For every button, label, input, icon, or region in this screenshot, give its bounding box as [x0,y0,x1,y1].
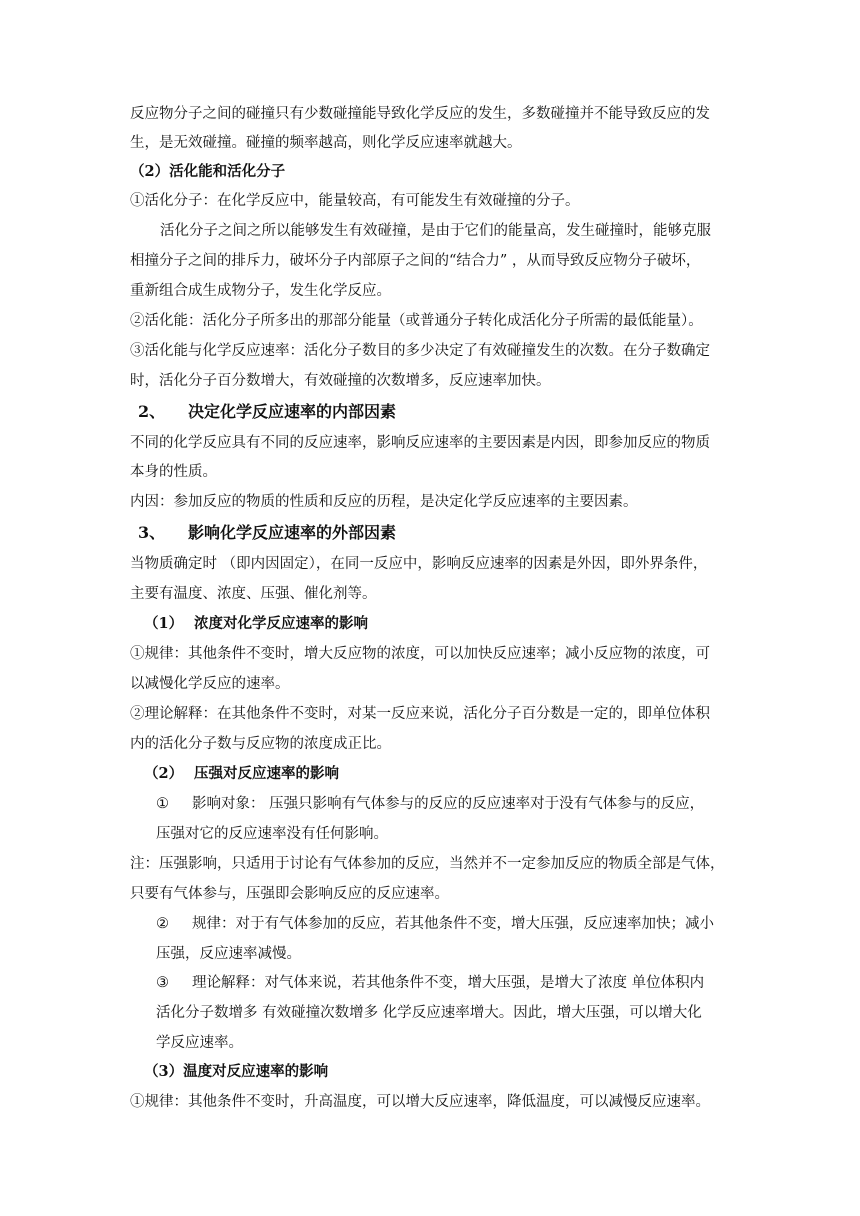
paragraph-line: 活化分子之间之所以能够发生有效碰撞，是由于它们的能量高，发生碰撞时，能够克服 [160,223,711,239]
heading-title: 浓度对化学反应速率的影响 [194,615,368,632]
paragraph-line: 重新组合成生成物分子，发生化学反应。 [130,283,391,299]
paragraph-line: 当物质确定时 （即内因固定），在同一反应中，影响反应速率的因素是外因，即外界条件， [130,556,708,572]
paragraph-line: ①规律：其他条件不变时，升高温度，可以增大反应速率，降低温度，可以减慢反应速率。 [130,1094,710,1110]
item-text: 影响对象： 压强只影响有气体参与的反应的反应速率对于没有气体参与的反应， [192,796,705,812]
paragraph-line: 内因：参加反应的物质的性质和反应的历程，是决定化学反应速率的主要因素。 [130,494,638,510]
paragraph-line: 学反应速率。 [156,1035,243,1051]
heading-title: 影响化学反应速率的外部因素 [188,523,397,542]
heading-title: 压强对反应速率的影响 [194,765,339,782]
subsection-heading-pressure [144,764,746,784]
heading-title: 决定化学反应速率的内部因素 [188,402,397,421]
item-marker: ② [156,916,169,932]
paragraph-line: 活化分子数增多 有效碰撞次数增多 化学反应速率增大。因此，增大压强，可以增大化 [156,1005,702,1021]
paragraph-line: 压强，反应速率减慢。 [156,946,301,962]
paragraph-line: 反应物分子之间的碰撞只有少数碰撞能导致化学反应的发生，多数碰撞并不能导致反应的发 [130,106,710,122]
heading-number: 2、 [138,402,166,421]
subsection-heading-temperature: （3）温度对反应速率的影响 [144,1063,329,1080]
numbered-item-2 [156,914,732,934]
paragraph-line: 只要有气体参与，压强即会影响反应的反应速率。 [130,886,449,902]
item-marker: ③ [156,975,169,991]
section-heading-activation: （2）活化能和活化分子 [130,163,286,180]
paragraph-line: 注：压强影响，只适用于讨论有气体参加的反应，当然并不一定参加反应的物质全部是气体， [130,856,725,872]
paragraph-line: 本身的性质。 [130,464,217,480]
paragraph-line: ②理论解释：在其他条件不变时，对某一反应来说，活化分子百分数是一定的，即单位体积 [130,706,710,722]
paragraph-line: 压强对它的反应速率没有任何影响。 [156,826,388,842]
heading-number: （1） [144,615,184,632]
paragraph-line: 以减慢化学反应的速率。 [130,676,290,692]
paragraph-line: 时，活化分子百分数增大，有效碰撞的次数增多，反应速率加快。 [130,373,551,389]
paragraph-line: ③活化能与化学反应速率：活化分子数目的多少决定了有效碰撞发生的次数。在分子数确定 [130,343,710,359]
paragraph-line: ①活化分子：在化学反应中，能量较高，有可能发生有效碰撞的分子。 [130,193,580,209]
paragraph-line: ①规律：其他条件不变时，增大反应物的浓度，可以加快反应速率；减小反应物的浓度，可 [130,646,710,662]
heading-number: 3、 [138,523,166,542]
paragraph-line: ②活化能：活化分子所多出的那部分能量（或普通分子转化成活化分子所需的最低能量）。 [130,313,703,329]
section-heading-external-factors [138,523,740,543]
paragraph-line: 相撞分子之间的排斥力，破坏分子内部原子之间的“结合力” ，从而导致反应物分子破坏， [130,253,701,269]
heading-number: （2） [144,765,184,782]
paragraph-line: 不同的化学反应具有不同的反应速率，影响反应速率的主要因素是内因，即参加反应的物质 [130,435,710,451]
item-marker: ① [156,796,169,812]
item-text: 规律：对于有气体参加的反应，若其他条件不变，增大压强，反应速率加快；减小 [192,916,714,932]
subsection-heading-concentration [144,614,746,634]
numbered-item-1 [156,794,732,814]
item-text: 理论解释：对气体来说，若其他条件不变，增大压强，是增大了浓度 单位体积内 [192,975,705,991]
paragraph-line: 内的活化分子数与反应物的浓度成正比。 [130,736,391,752]
section-heading-internal-factors [138,402,740,422]
paragraph-line: 主要有温度、浓度、压强、催化剂等。 [130,586,377,602]
numbered-item-3 [156,973,732,993]
paragraph-line: 生，是无效碰撞。碰撞的频率越高，则化学反应速率就越大。 [130,135,522,151]
